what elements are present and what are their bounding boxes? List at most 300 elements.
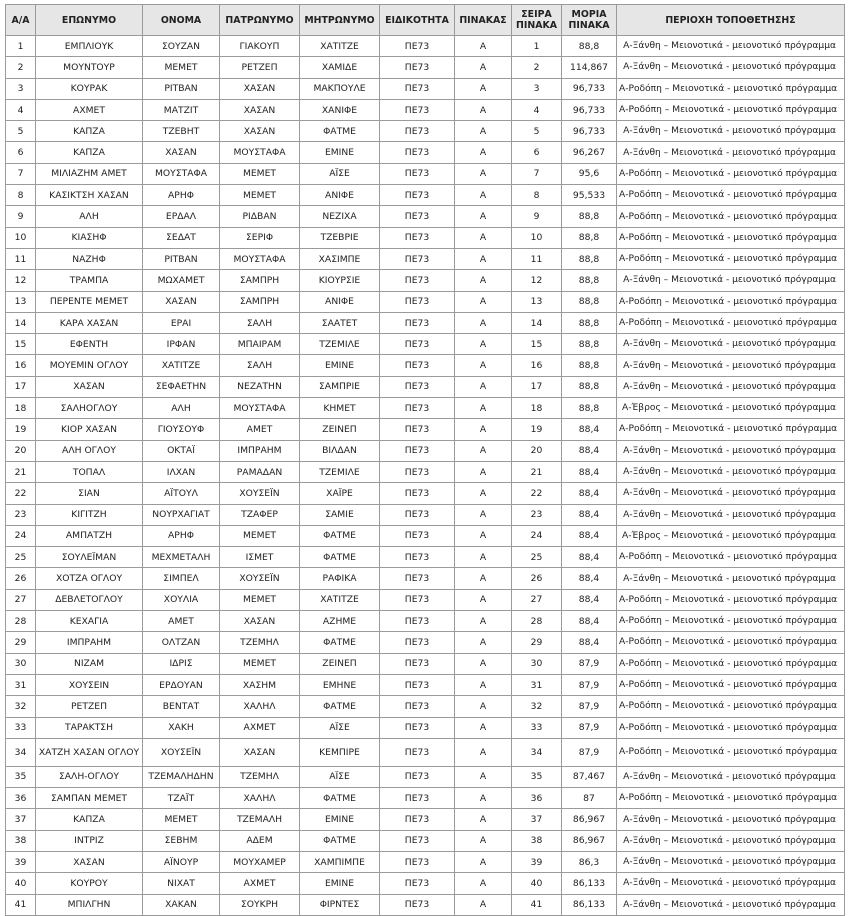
cell-region: Α-Ροδόπη – Μειονοτικά - μειονοτικό πρόγραμμα bbox=[617, 632, 845, 653]
cell-surname: ΤΟΠΑΛ bbox=[36, 461, 143, 482]
cell-surname: ΣΑΛΗ-ΟΓΛΟΥ bbox=[36, 766, 143, 787]
cell-father: ΝΕΖΑΤΗΝ bbox=[220, 376, 300, 397]
cell-region: Α-Ξάνθη – Μειονοτικά - μειονοτικό πρόγραμμα bbox=[617, 376, 845, 397]
cell-mother: ΣΑΑΤΕΤ bbox=[300, 312, 380, 333]
cell-name: ΑΪΝΟΥΡ bbox=[143, 851, 220, 872]
cell-region: Α-Ξάνθη – Μειονοτικά - μειονοτικό πρόγραμμα bbox=[617, 483, 845, 504]
cell-surname: ΧΑΣΑΝ bbox=[36, 851, 143, 872]
table-row bbox=[6, 851, 845, 872]
cell-points: 87,9 bbox=[562, 696, 617, 717]
cell-specialty: ΠΕ73 bbox=[380, 142, 455, 163]
header-points: ΜΟΡΙΑ ΠΙΝΑΚΑ bbox=[562, 5, 617, 36]
cell-surname: ΔΕΒΛΕΤΟΓΛΟΥ bbox=[36, 589, 143, 610]
header-father: ΠΑΤΡΩΝΥΜΟ bbox=[220, 5, 300, 36]
cell-name: ΣΟΥΖΑΝ bbox=[143, 36, 220, 57]
cell-aa: 16 bbox=[6, 355, 36, 376]
cell-points: 86,133 bbox=[562, 894, 617, 915]
cell-surname: ΚΑΠΖΑ bbox=[36, 121, 143, 142]
cell-mother: ΖΕΙΝΕΠ bbox=[300, 653, 380, 674]
cell-mother: ΧΑΪΡΕ bbox=[300, 483, 380, 504]
cell-rank: 13 bbox=[512, 291, 562, 312]
cell-specialty: ΠΕ73 bbox=[380, 696, 455, 717]
cell-aa: 29 bbox=[6, 632, 36, 653]
cell-mother: ΦΑΤΜΕ bbox=[300, 525, 380, 546]
table-row bbox=[6, 873, 845, 894]
cell-table: Α bbox=[455, 78, 512, 99]
cell-region: Α-Ξάνθη – Μειονοτικά - μειονοτικό πρόγραμμα bbox=[617, 142, 845, 163]
cell-region: Α-Ξάνθη – Μειονοτικά - μειονοτικό πρόγραμμα bbox=[617, 568, 845, 589]
cell-father: ΜΕΜΕΤ bbox=[220, 525, 300, 546]
table-row bbox=[6, 57, 845, 78]
table-row bbox=[6, 738, 845, 766]
cell-surname: ΠΕΡΕΝΤΕ ΜΕΜΕΤ bbox=[36, 291, 143, 312]
cell-surname: ΤΡΑΜΠΑ bbox=[36, 270, 143, 291]
cell-mother: ΧΑΝΙΦΕ bbox=[300, 99, 380, 120]
cell-surname: ΙΝΤΡΙΖ bbox=[36, 830, 143, 851]
cell-aa: 5 bbox=[6, 121, 36, 142]
cell-name: ΙΡΦΑΝ bbox=[143, 334, 220, 355]
cell-table: Α bbox=[455, 99, 512, 120]
cell-specialty: ΠΕ73 bbox=[380, 398, 455, 419]
cell-region: Α-Ροδόπη – Μειονοτικά - μειονοτικό πρόγραμμα bbox=[617, 78, 845, 99]
cell-points: 88,8 bbox=[562, 227, 617, 248]
cell-points: 86,133 bbox=[562, 873, 617, 894]
cell-name: ΜΑΤΖΙΤ bbox=[143, 99, 220, 120]
cell-rank: 4 bbox=[512, 99, 562, 120]
header-mother: ΜΗΤΡΩΝΥΜΟ bbox=[300, 5, 380, 36]
cell-table: Α bbox=[455, 461, 512, 482]
cell-mother: ΤΖΕΜΙΛΕ bbox=[300, 334, 380, 355]
cell-points: 88,4 bbox=[562, 504, 617, 525]
cell-father: ΣΑΛΗ bbox=[220, 355, 300, 376]
cell-aa: 30 bbox=[6, 653, 36, 674]
cell-mother: ΕΜΙΝΕ bbox=[300, 809, 380, 830]
cell-aa: 21 bbox=[6, 461, 36, 482]
table-row bbox=[6, 809, 845, 830]
cell-specialty: ΠΕ73 bbox=[380, 809, 455, 830]
cell-table: Α bbox=[455, 611, 512, 632]
table-row bbox=[6, 483, 845, 504]
cell-name: ΧΑΚΑΝ bbox=[143, 894, 220, 915]
cell-mother: ΜΑΚΠΟΥΛΕ bbox=[300, 78, 380, 99]
cell-surname: ΚΙΟΡ ΧΑΣΑΝ bbox=[36, 419, 143, 440]
cell-surname: ΑΛΗ bbox=[36, 206, 143, 227]
cell-region: Α-Ροδόπη – Μειονοτικά - μειονοτικό πρόγραμμα bbox=[617, 163, 845, 184]
cell-points: 88,8 bbox=[562, 334, 617, 355]
cell-rank: 18 bbox=[512, 398, 562, 419]
cell-region: Α-Ξάνθη – Μειονοτικά - μειονοτικό πρόγραμμα bbox=[617, 830, 845, 851]
table-row bbox=[6, 355, 845, 376]
cell-name: ΣΙΜΠΕΛ bbox=[143, 568, 220, 589]
cell-rank: 19 bbox=[512, 419, 562, 440]
cell-aa: 4 bbox=[6, 99, 36, 120]
cell-mother: ΦΑΤΜΕ bbox=[300, 547, 380, 568]
cell-father: ΙΣΜΕΤ bbox=[220, 547, 300, 568]
cell-mother: ΕΜΙΝΕ bbox=[300, 142, 380, 163]
cell-name: ΧΟΥΣΕΪΝ bbox=[143, 738, 220, 766]
cell-rank: 6 bbox=[512, 142, 562, 163]
cell-surname: ΤΑΡΑΚΤΣΗ bbox=[36, 717, 143, 738]
cell-aa: 12 bbox=[6, 270, 36, 291]
cell-aa: 19 bbox=[6, 419, 36, 440]
cell-father: ΜΟΥΣΤΑΦΑ bbox=[220, 142, 300, 163]
cell-name: ΤΖΕΒΗΤ bbox=[143, 121, 220, 142]
cell-points: 96,267 bbox=[562, 142, 617, 163]
cell-aa: 2 bbox=[6, 57, 36, 78]
cell-rank: 16 bbox=[512, 355, 562, 376]
table-row bbox=[6, 766, 845, 787]
cell-father: ΤΖΕΜΗΛ bbox=[220, 632, 300, 653]
cell-rank: 8 bbox=[512, 185, 562, 206]
cell-mother: ΕΜΙΝΕ bbox=[300, 873, 380, 894]
cell-aa: 34 bbox=[6, 738, 36, 766]
cell-rank: 33 bbox=[512, 717, 562, 738]
table-row bbox=[6, 312, 845, 333]
cell-rank: 21 bbox=[512, 461, 562, 482]
cell-father: ΑΜΕΤ bbox=[220, 419, 300, 440]
cell-points: 88,8 bbox=[562, 270, 617, 291]
cell-region: Α-Ροδόπη – Μειονοτικά - μειονοτικό πρόγραμμα bbox=[617, 788, 845, 809]
table-row bbox=[6, 674, 845, 695]
cell-region: Α-Ξάνθη – Μειονοτικά - μειονοτικό πρόγραμμα bbox=[617, 270, 845, 291]
cell-name: ΒΕΝΤΑΤ bbox=[143, 696, 220, 717]
cell-points: 88,4 bbox=[562, 632, 617, 653]
cell-father: ΧΟΥΣΕΪΝ bbox=[220, 568, 300, 589]
cell-father: ΜΟΥΣΤΑΦΑ bbox=[220, 248, 300, 269]
cell-points: 87,467 bbox=[562, 766, 617, 787]
cell-aa: 18 bbox=[6, 398, 36, 419]
appointments-table bbox=[5, 4, 845, 916]
cell-region: Α-Ροδόπη – Μειονοτικά - μειονοτικό πρόγραμμα bbox=[617, 248, 845, 269]
table-row bbox=[6, 611, 845, 632]
cell-table: Α bbox=[455, 483, 512, 504]
cell-name: ΕΡΔΑΛ bbox=[143, 206, 220, 227]
cell-surname: ΚΟΥΡΟΥ bbox=[36, 873, 143, 894]
cell-points: 88,8 bbox=[562, 312, 617, 333]
cell-specialty: ΠΕ73 bbox=[380, 227, 455, 248]
cell-rank: 11 bbox=[512, 248, 562, 269]
cell-rank: 32 bbox=[512, 696, 562, 717]
cell-rank: 15 bbox=[512, 334, 562, 355]
cell-rank: 14 bbox=[512, 312, 562, 333]
cell-specialty: ΠΕ73 bbox=[380, 738, 455, 766]
cell-name: ΑΡΗΦ bbox=[143, 525, 220, 546]
cell-name: ΜΕΜΕΤ bbox=[143, 57, 220, 78]
cell-surname: ΧΑΤΖΗ ΧΑΣΑΝ ΟΓΛΟΥ bbox=[36, 738, 143, 766]
cell-mother: ΦΑΤΜΕ bbox=[300, 632, 380, 653]
cell-rank: 7 bbox=[512, 163, 562, 184]
cell-father: ΣΑΛΗ bbox=[220, 312, 300, 333]
cell-rank: 3 bbox=[512, 78, 562, 99]
cell-aa: 3 bbox=[6, 78, 36, 99]
cell-father: ΤΖΑΦΕΡ bbox=[220, 504, 300, 525]
cell-surname: ΕΜΠΛΙΟΥΚ bbox=[36, 36, 143, 57]
cell-surname: ΕΦΕΝΤΗ bbox=[36, 334, 143, 355]
cell-specialty: ΠΕ73 bbox=[380, 653, 455, 674]
cell-rank: 17 bbox=[512, 376, 562, 397]
cell-mother: ΧΑΜΙΔΕ bbox=[300, 57, 380, 78]
cell-table: Α bbox=[455, 57, 512, 78]
cell-father: ΧΑΣΑΝ bbox=[220, 99, 300, 120]
cell-surname: ΚΑΣΙΚΤΣΗ ΧΑΣΑΝ bbox=[36, 185, 143, 206]
cell-table: Α bbox=[455, 376, 512, 397]
cell-aa: 10 bbox=[6, 227, 36, 248]
table-row bbox=[6, 717, 845, 738]
cell-specialty: ΠΕ73 bbox=[380, 788, 455, 809]
cell-father: ΜΟΥΧΑΜΕΡ bbox=[220, 851, 300, 872]
cell-region: Α-Ξάνθη – Μειονοτικά - μειονοτικό πρόγραμμα bbox=[617, 355, 845, 376]
cell-father: ΧΑΣΑΝ bbox=[220, 611, 300, 632]
cell-name: ΟΚΤΑΪ bbox=[143, 440, 220, 461]
cell-points: 88,8 bbox=[562, 376, 617, 397]
cell-region: Α-Ροδόπη – Μειονοτικά - μειονοτικό πρόγραμμα bbox=[617, 291, 845, 312]
cell-rank: 37 bbox=[512, 809, 562, 830]
table-row bbox=[6, 78, 845, 99]
table-row bbox=[6, 589, 845, 610]
cell-father: ΡΙΔΒΑΝ bbox=[220, 206, 300, 227]
cell-surname: ΣΙΑΝ bbox=[36, 483, 143, 504]
cell-specialty: ΠΕ73 bbox=[380, 632, 455, 653]
header-aa: Α/Α bbox=[6, 5, 36, 36]
cell-surname: ΝΙΖΑΜ bbox=[36, 653, 143, 674]
table-row bbox=[6, 547, 845, 568]
cell-mother: ΧΑΤΙΤΖΕ bbox=[300, 589, 380, 610]
cell-surname: ΚΟΥΡΑΚ bbox=[36, 78, 143, 99]
cell-region: Α-Ξάνθη – Μειονοτικά - μειονοτικό πρόγραμμα bbox=[617, 809, 845, 830]
cell-mother: ΦΑΤΜΕ bbox=[300, 830, 380, 851]
cell-region: Α-Έβρος – Μειονοτικά - μειονοτικό πρόγραμμα bbox=[617, 398, 845, 419]
cell-rank: 22 bbox=[512, 483, 562, 504]
cell-surname: ΧΑΣΑΝ bbox=[36, 376, 143, 397]
cell-mother: ΚΗΜΕΤ bbox=[300, 398, 380, 419]
cell-points: 88,4 bbox=[562, 568, 617, 589]
cell-points: 96,733 bbox=[562, 78, 617, 99]
cell-surname: ΑΜΠΑΤΖΗ bbox=[36, 525, 143, 546]
cell-aa: 28 bbox=[6, 611, 36, 632]
cell-father: ΡΑΜΑΔΑΝ bbox=[220, 461, 300, 482]
table-row bbox=[6, 894, 845, 915]
cell-mother: ΦΑΤΜΕ bbox=[300, 121, 380, 142]
cell-aa: 17 bbox=[6, 376, 36, 397]
cell-name: ΧΑΚΗ bbox=[143, 717, 220, 738]
cell-region: Α-Ξάνθη – Μειονοτικά - μειονοτικό πρόγραμμα bbox=[617, 440, 845, 461]
table-row bbox=[6, 696, 845, 717]
cell-surname: ΜΠΙΛΓΗΝ bbox=[36, 894, 143, 915]
cell-specialty: ΠΕ73 bbox=[380, 611, 455, 632]
cell-aa: 41 bbox=[6, 894, 36, 915]
cell-father: ΣΟΥΚΡΗ bbox=[220, 894, 300, 915]
cell-specialty: ΠΕ73 bbox=[380, 163, 455, 184]
cell-aa: 9 bbox=[6, 206, 36, 227]
cell-mother: ΤΖΕΜΙΛΕ bbox=[300, 461, 380, 482]
cell-aa: 26 bbox=[6, 568, 36, 589]
cell-table: Α bbox=[455, 504, 512, 525]
cell-name: ΧΑΣΑΝ bbox=[143, 291, 220, 312]
table-row bbox=[6, 334, 845, 355]
cell-specialty: ΠΕ73 bbox=[380, 766, 455, 787]
cell-region: Α-Ξάνθη – Μειονοτικά - μειονοτικό πρόγραμμα bbox=[617, 851, 845, 872]
cell-specialty: ΠΕ73 bbox=[380, 894, 455, 915]
cell-mother: ΝΕΖΙΧΑ bbox=[300, 206, 380, 227]
cell-specialty: ΠΕ73 bbox=[380, 830, 455, 851]
cell-points: 96,733 bbox=[562, 121, 617, 142]
table-row bbox=[6, 525, 845, 546]
cell-rank: 24 bbox=[512, 525, 562, 546]
cell-specialty: ΠΕ73 bbox=[380, 717, 455, 738]
cell-table: Α bbox=[455, 227, 512, 248]
cell-mother: ΡΑΦΙΚΑ bbox=[300, 568, 380, 589]
cell-points: 88,4 bbox=[562, 589, 617, 610]
cell-region: Α-Ξάνθη – Μειονοτικά - μειονοτικό πρόγραμμα bbox=[617, 504, 845, 525]
cell-father: ΧΑΣΗΜ bbox=[220, 674, 300, 695]
cell-rank: 41 bbox=[512, 894, 562, 915]
cell-father: ΑΔΕΜ bbox=[220, 830, 300, 851]
cell-table: Α bbox=[455, 696, 512, 717]
cell-mother: ΑΖΗΜΕ bbox=[300, 611, 380, 632]
cell-aa: 20 bbox=[6, 440, 36, 461]
cell-mother: ΦΑΤΜΕ bbox=[300, 788, 380, 809]
cell-surname: ΑΧΜΕΤ bbox=[36, 99, 143, 120]
cell-mother: ΦΙΡΝΤΕΣ bbox=[300, 894, 380, 915]
cell-father: ΜΕΜΕΤ bbox=[220, 163, 300, 184]
cell-name: ΑΛΗ bbox=[143, 398, 220, 419]
table-row bbox=[6, 632, 845, 653]
cell-specialty: ΠΕ73 bbox=[380, 206, 455, 227]
cell-surname: ΣΑΛΗΟΓΛΟΥ bbox=[36, 398, 143, 419]
cell-name: ΣΕΔΑΤ bbox=[143, 227, 220, 248]
cell-table: Α bbox=[455, 142, 512, 163]
table-row bbox=[6, 291, 845, 312]
cell-mother: ΑΪΣΕ bbox=[300, 766, 380, 787]
cell-name: ΑΪΤΟΥΛ bbox=[143, 483, 220, 504]
cell-rank: 25 bbox=[512, 547, 562, 568]
cell-specialty: ΠΕ73 bbox=[380, 99, 455, 120]
cell-rank: 2 bbox=[512, 57, 562, 78]
cell-surname: ΣΑΜΠΑΝ ΜΕΜΕΤ bbox=[36, 788, 143, 809]
cell-specialty: ΠΕ73 bbox=[380, 270, 455, 291]
table-row bbox=[6, 142, 845, 163]
cell-rank: 29 bbox=[512, 632, 562, 653]
cell-region: Α-Ξάνθη – Μειονοτικά - μειονοτικό πρόγραμμα bbox=[617, 766, 845, 787]
cell-aa: 40 bbox=[6, 873, 36, 894]
cell-points: 86,967 bbox=[562, 830, 617, 851]
cell-mother: ΚΙΟΥΡΣΙΕ bbox=[300, 270, 380, 291]
cell-specialty: ΠΕ73 bbox=[380, 419, 455, 440]
cell-specialty: ΠΕ73 bbox=[380, 504, 455, 525]
cell-rank: 39 bbox=[512, 851, 562, 872]
cell-name: ΙΔΡΙΣ bbox=[143, 653, 220, 674]
cell-table: Α bbox=[455, 568, 512, 589]
cell-rank: 20 bbox=[512, 440, 562, 461]
cell-region: Α-Ροδόπη – Μειονοτικά - μειονοτικό πρόγραμμα bbox=[617, 696, 845, 717]
cell-mother: ΑΝΙΦΕ bbox=[300, 291, 380, 312]
cell-specialty: ΠΕ73 bbox=[380, 483, 455, 504]
cell-points: 88,8 bbox=[562, 291, 617, 312]
cell-region: Α-Ροδόπη – Μειονοτικά - μειονοτικό πρόγραμμα bbox=[617, 227, 845, 248]
cell-points: 87 bbox=[562, 788, 617, 809]
cell-table: Α bbox=[455, 334, 512, 355]
cell-father: ΧΑΣΑΝ bbox=[220, 121, 300, 142]
table-row bbox=[6, 830, 845, 851]
table-row bbox=[6, 163, 845, 184]
table-row bbox=[6, 99, 845, 120]
cell-father: ΣΑΜΠΡΗ bbox=[220, 291, 300, 312]
cell-region: Α-Ξάνθη – Μειονοτικά - μειονοτικό πρόγραμμα bbox=[617, 121, 845, 142]
cell-father: ΜΕΜΕΤ bbox=[220, 589, 300, 610]
header-row bbox=[6, 5, 845, 36]
cell-table: Α bbox=[455, 248, 512, 269]
cell-surname: ΚΑΡΑ ΧΑΣΑΝ bbox=[36, 312, 143, 333]
table-row bbox=[6, 788, 845, 809]
cell-father: ΙΜΠΡΑΗΜ bbox=[220, 440, 300, 461]
cell-table: Α bbox=[455, 632, 512, 653]
cell-points: 88,4 bbox=[562, 547, 617, 568]
cell-specialty: ΠΕ73 bbox=[380, 312, 455, 333]
cell-mother: ΧΑΤΙΤΖΕ bbox=[300, 36, 380, 57]
cell-name: ΙΛΧΑΝ bbox=[143, 461, 220, 482]
cell-name: ΧΑΤΙΤΖΕ bbox=[143, 355, 220, 376]
cell-table: Α bbox=[455, 589, 512, 610]
cell-table: Α bbox=[455, 185, 512, 206]
cell-table: Α bbox=[455, 398, 512, 419]
header-surname: ΕΠΩΝΥΜΟ bbox=[36, 5, 143, 36]
cell-rank: 31 bbox=[512, 674, 562, 695]
cell-rank: 28 bbox=[512, 611, 562, 632]
cell-table: Α bbox=[455, 830, 512, 851]
cell-mother: ΑΪΣΕ bbox=[300, 717, 380, 738]
cell-name: ΜΩΧΑΜΕΤ bbox=[143, 270, 220, 291]
cell-specialty: ΠΕ73 bbox=[380, 355, 455, 376]
cell-surname: ΧΟΤΖΑ ΟΓΛΟΥ bbox=[36, 568, 143, 589]
cell-name: ΣΕΒΗΜ bbox=[143, 830, 220, 851]
cell-points: 95,6 bbox=[562, 163, 617, 184]
cell-specialty: ΠΕ73 bbox=[380, 568, 455, 589]
table-row bbox=[6, 248, 845, 269]
cell-region: Α-Ροδόπη – Μειονοτικά - μειονοτικό πρόγραμμα bbox=[617, 206, 845, 227]
cell-father: ΣΑΜΠΡΗ bbox=[220, 270, 300, 291]
cell-rank: 34 bbox=[512, 738, 562, 766]
table-row bbox=[6, 440, 845, 461]
cell-name: ΧΟΥΛΙΑ bbox=[143, 589, 220, 610]
cell-surname: ΜΟΥΕΜΙΝ ΟΓΛΟΥ bbox=[36, 355, 143, 376]
table-body bbox=[6, 36, 845, 916]
cell-table: Α bbox=[455, 766, 512, 787]
cell-surname: ΚΑΠΖΑ bbox=[36, 809, 143, 830]
cell-name: ΤΖΑΪΤ bbox=[143, 788, 220, 809]
cell-specialty: ΠΕ73 bbox=[380, 334, 455, 355]
cell-region: Α-Ροδόπη – Μειονοτικά - μειονοτικό πρόγραμμα bbox=[617, 547, 845, 568]
cell-aa: 39 bbox=[6, 851, 36, 872]
cell-specialty: ΠΕ73 bbox=[380, 248, 455, 269]
cell-region: Α-Ξάνθη – Μειονοτικά - μειονοτικό πρόγραμμα bbox=[617, 334, 845, 355]
table-row bbox=[6, 376, 845, 397]
cell-points: 88,4 bbox=[562, 611, 617, 632]
cell-points: 87,9 bbox=[562, 653, 617, 674]
cell-table: Α bbox=[455, 121, 512, 142]
cell-specialty: ΠΕ73 bbox=[380, 78, 455, 99]
cell-table: Α bbox=[455, 674, 512, 695]
cell-points: 88,8 bbox=[562, 398, 617, 419]
cell-surname: ΣΟΥΛΕΪΜΑΝ bbox=[36, 547, 143, 568]
cell-aa: 33 bbox=[6, 717, 36, 738]
cell-aa: 6 bbox=[6, 142, 36, 163]
cell-surname: ΚΕΧΑΓΙΑ bbox=[36, 611, 143, 632]
cell-aa: 25 bbox=[6, 547, 36, 568]
cell-specialty: ΠΕ73 bbox=[380, 873, 455, 894]
cell-name: ΝΙΧΑΤ bbox=[143, 873, 220, 894]
cell-name: ΡΙΤΒΑΝ bbox=[143, 248, 220, 269]
cell-points: 114,867 bbox=[562, 57, 617, 78]
